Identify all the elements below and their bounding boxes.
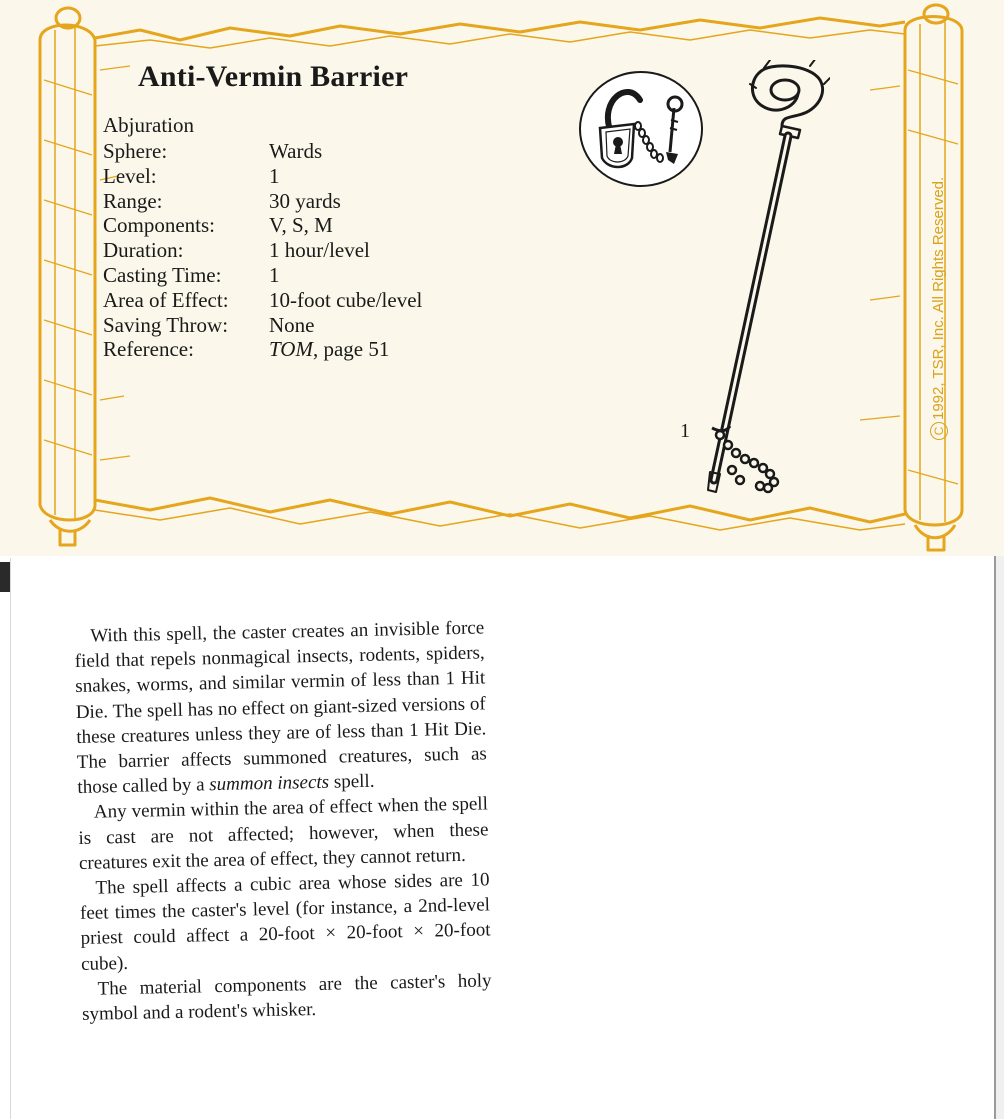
stat-value: None (269, 312, 315, 337)
stat-label: Duration: (103, 238, 184, 263)
stat-area-of-effect (103, 288, 422, 313)
spell-card-front (0, 0, 1004, 556)
description-text: spell. (328, 770, 375, 793)
stat-label: Sphere: (103, 139, 168, 163)
staff-icon (690, 60, 830, 500)
stat-saving-throw (103, 313, 422, 338)
stat-label: Saving Throw: (103, 312, 229, 337)
stat-value: 1 hour/level (269, 238, 370, 263)
stat-duration (103, 238, 422, 263)
stat-value: 30 yards (269, 188, 341, 213)
description-italic: summon insects (209, 771, 330, 796)
stat-components (103, 213, 422, 238)
description-paragraph: Any vermin within the area of effect when the spell is cast are not affected; however, when these creatures exit the area of effect, they cannot return. (78, 793, 489, 874)
description-paragraph: The material components are the caster's holy symbol and a rodent's whisker. (81, 970, 492, 1025)
stat-value (269, 337, 389, 362)
spell-stats (103, 139, 422, 362)
stat-label: Range: (103, 188, 163, 213)
reference-book: TOM (269, 337, 313, 362)
stat-value: 10-foot cube/level (269, 287, 423, 312)
stat-value: 1 (269, 163, 280, 188)
stat-sphere (103, 139, 422, 164)
copyright-notice (930, 177, 948, 440)
stat-range (103, 189, 422, 214)
stat-label: Components: (103, 213, 216, 238)
stat-value: 1 (269, 262, 280, 287)
stat-label: Reference: (103, 337, 194, 362)
stat-label: Area of Effect: (103, 287, 229, 312)
spell-title: Anti-Vermin Barrier (138, 60, 409, 93)
spell-school: Abjuration (103, 113, 194, 137)
stat-label: Casting Time: (103, 262, 222, 287)
wards-sphere-icon (578, 70, 704, 188)
level-number: 1 (680, 420, 690, 442)
spell-description (74, 615, 492, 1027)
stat-label: Level: (103, 163, 157, 188)
stat-level (103, 164, 422, 189)
copyright-symbol: C (930, 422, 948, 440)
stat-value: Wards (269, 139, 323, 163)
reference-page: , page 51 (312, 337, 390, 362)
description-paragraph: The spell affects a cubic area whose sides are 10 feet times the caster's level (for instance, a 2nd-level priest could affect a 20-foot × 20-foot × 20-foot cube). (79, 869, 491, 975)
description-text: With this spell, the caster creates an invisible force field that repels nonmagical insects, rodents, spiders, snakes, worms, and similar vermin of less than 1 Hit Die. The spell has no effect on giant-sized versions of these creatures unless they are of less than 1 Hit Die. The barrier affects summoned creatures, such as those called by a (74, 617, 488, 799)
description-paragraph (74, 615, 488, 800)
scan-right-edge (994, 556, 1004, 1119)
stat-value: V, S, M (269, 213, 333, 238)
copyright-text: 1992, TSR, Inc. All Rights Reserved. (930, 176, 947, 420)
stat-reference (103, 337, 422, 362)
stat-casting-time (103, 263, 422, 288)
